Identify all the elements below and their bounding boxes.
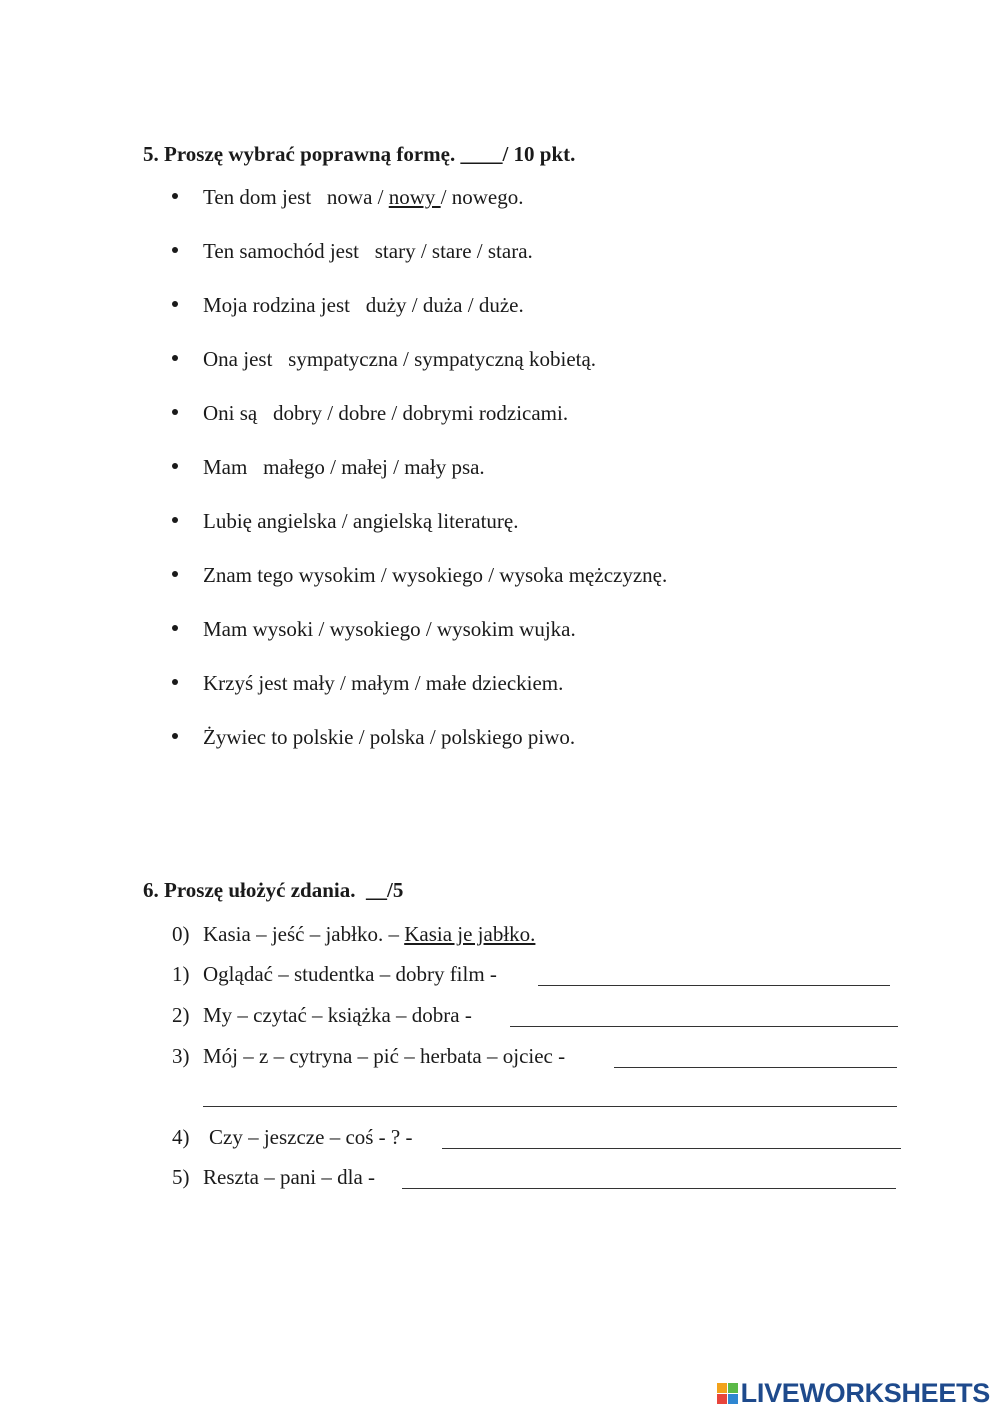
bullet-icon <box>172 409 178 415</box>
bullet-icon <box>172 733 178 739</box>
bullet-icon <box>172 301 178 307</box>
bullet-icon <box>172 463 178 469</box>
choice-item <box>0 295 900 323</box>
liveworksheets-logo[interactable] <box>717 1377 990 1408</box>
task-words: Reszta – pani – dla - <box>203 1165 376 1189</box>
answer-line[interactable] <box>402 1188 896 1189</box>
choice-item <box>0 727 900 755</box>
answer-line[interactable] <box>614 1067 897 1068</box>
choice-text-end: / nowego. <box>440 185 524 209</box>
task-number: 5) <box>172 1165 190 1189</box>
task-number: 4) <box>172 1125 190 1149</box>
task-row <box>0 1165 376 1251</box>
choice-text: Znam tego wysokim / wysokiego / wysoka mężczyznę. <box>203 563 668 587</box>
bullet-icon <box>172 193 178 199</box>
answer-line[interactable] <box>510 1026 898 1027</box>
choice-item <box>0 619 900 647</box>
choice-text: Ten samochód jest stary / stare / stara. <box>203 239 533 263</box>
choice-item <box>0 349 900 377</box>
choice-text: Krzyś jest mały / małym / małe dzieckiem. <box>203 671 564 695</box>
logo-text: LIVEWORKSHEETS <box>740 1377 990 1408</box>
bullet-icon <box>172 247 178 253</box>
bullet-icon <box>172 679 178 685</box>
section-6-heading: 6. Proszę ułożyć zdania. __/5 <box>143 878 404 902</box>
answer-line[interactable] <box>538 985 890 986</box>
liveworksheets-logo-icon <box>717 1383 738 1404</box>
bullet-icon <box>172 355 178 361</box>
choice-text: Ona jest sympatyczna / sympatyczną kobietą. <box>203 347 597 371</box>
task-words: Kasia – jeść – jabłko. – <box>203 922 405 946</box>
choice-text: Ten dom jest nowa / <box>203 185 389 209</box>
task-number: 3) <box>172 1044 190 1068</box>
chosen-answer: nowy <box>388 185 441 209</box>
choice-text: Żywiec to polskie / polska / polskiego piwo. <box>203 725 576 749</box>
choice-item <box>0 241 900 269</box>
choice-text: Mam małego / małej / mały psa. <box>203 455 485 479</box>
task-words: Czy – jeszcze – coś - ? - <box>209 1125 413 1149</box>
bullet-icon <box>172 517 178 523</box>
task-words: Oglądać – studentka – dobry film - <box>203 962 497 986</box>
choice-item <box>0 565 900 593</box>
task-words: My – czytać – książka – dobra - <box>203 1003 472 1027</box>
choice-text: Lubię angielska / angielską literaturę. <box>203 509 519 533</box>
task-number: 1) <box>172 962 190 986</box>
task-row <box>0 1044 566 1130</box>
answer-line[interactable] <box>442 1148 901 1149</box>
choice-item <box>0 511 900 539</box>
choice-item <box>0 457 900 485</box>
choice-item <box>0 187 900 215</box>
bullet-icon <box>172 571 178 577</box>
choice-item <box>0 403 900 431</box>
answer-line-continued[interactable] <box>203 1106 897 1107</box>
example-answer: Kasia je jabłko. <box>404 922 536 946</box>
task-number: 2) <box>172 1003 190 1027</box>
section-5-heading: 5. Proszę wybrać poprawną formę. ____/ 10 pkt. <box>143 142 576 166</box>
choice-text: Moja rodzina jest duży / duża / duże. <box>203 293 524 317</box>
choice-text: Mam wysoki / wysokiego / wysokim wujka. <box>203 617 576 641</box>
choice-text: Oni są dobry / dobre / dobrymi rodzicami. <box>203 401 569 425</box>
bullet-icon <box>172 625 178 631</box>
task-words: Mój – z – cytryna – pić – herbata – ojciec - <box>203 1044 566 1068</box>
choice-item <box>0 673 900 701</box>
task-number: 0) <box>172 922 190 946</box>
